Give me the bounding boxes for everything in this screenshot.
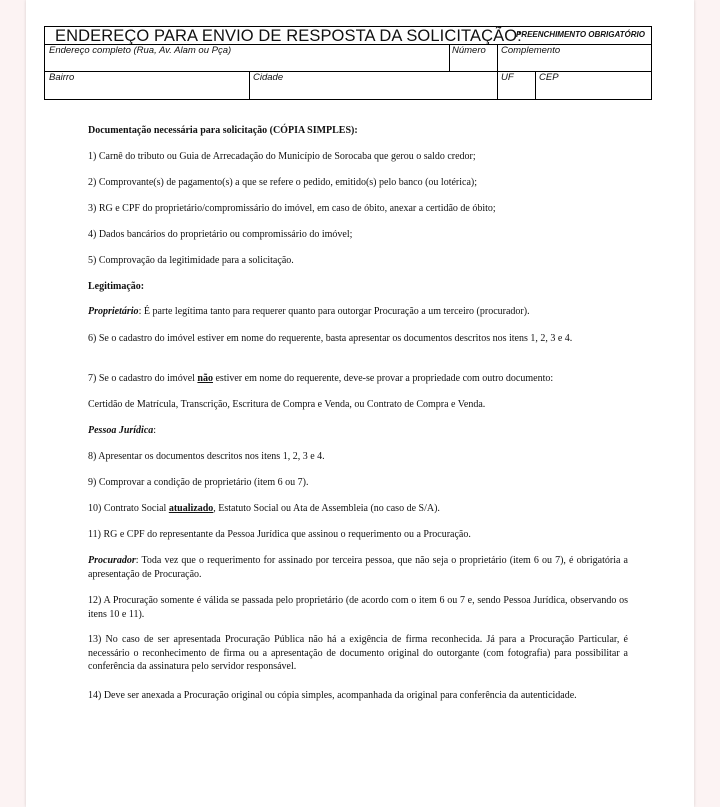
atualizado-emphasis: atualizado — [168, 503, 214, 514]
list-item: 13) No caso de ser apresentada Procuração Pública não há a exigência de firma reconhecida. Já para a Procuração Particular, é necessário o reconhecimento de firma ou a apresentação de documento original do outorgante (com fotografia) para possibilitar a conferência da assinatura pelo servidor responsável. — [88, 634, 628, 672]
divider — [45, 71, 651, 72]
bairro-field[interactable]: Bairro — [49, 72, 75, 83]
item10-text: , Estatuto Social ou Ata de Assembleia (no caso de S/A). — [213, 503, 440, 514]
list-item: 9) Comprovar a condição de proprietário (item 6 ou 7). — [88, 477, 309, 488]
procurador-text: : Toda vez que o requerimento for assinado por terceira pessoa, que não seja o proprietário (item 6 ou 7), é obrigatória a apresentação de Procuração. — [88, 555, 628, 580]
pessoa-juridica-heading — [88, 424, 628, 438]
procurador-paragraph — [88, 554, 628, 581]
proprietario-label: Proprietário — [88, 306, 139, 317]
proprietario-text: : É parte legítima tanto para requerer quanto para outorgar Procuração a um terceiro (procurador). — [138, 306, 530, 317]
numero-field[interactable]: Número — [452, 45, 486, 56]
divider — [497, 44, 498, 99]
list-item: 1) Carnê do tributo ou Guia de Arrecadação do Município de Sorocaba que gerou o saldo credor; — [88, 151, 476, 162]
endereco-field[interactable]: Endereço completo (Rua, Av. Alam ou Pça) — [49, 45, 232, 56]
pj-label: Pessoa Jurídica — [88, 425, 154, 436]
pj-colon: : — [153, 425, 157, 436]
list-item: 12) A Procuração somente é válida se passada pelo proprietário (de acordo com o item 6 ou 7 e, sendo Pessoa Jurídica, observando os itens 10 e 11). — [88, 595, 628, 620]
uf-field[interactable]: UF — [501, 72, 514, 83]
cep-field[interactable]: CEP — [539, 72, 559, 83]
documentation-heading: Documentação necessária para solicitação (CÓPIA SIMPLES): — [88, 125, 358, 136]
divider — [535, 71, 536, 99]
address-form — [44, 26, 652, 100]
list-item — [88, 372, 628, 386]
form-title: ENDEREÇO PARA ENVIO DE RESPOSTA DA SOLICITAÇÃO: — [55, 27, 522, 45]
required-note: PREENCHIMENTO OBRIGATÓRIO — [515, 30, 645, 39]
nao-emphasis: não — [197, 373, 213, 384]
divider — [249, 71, 250, 99]
list-item: 6) Se o cadastro do imóvel estiver em nome do requerente, basta apresentar os documentos descritos nos itens 1, 2, 3 e 4. — [88, 333, 573, 344]
list-item: 8) Apresentar os documentos descritos nos itens 1, 2, 3 e 4. — [88, 451, 325, 462]
proprietario-paragraph — [88, 305, 628, 319]
complemento-field[interactable]: Complemento — [501, 45, 561, 56]
item7-text: estiver em nome do requerente, deve-se provar a propriedade com outro documento: — [212, 373, 554, 384]
certidao-paragraph: Certidão de Matrícula, Transcrição, Escritura de Compra e Venda, ou Contrato de Compra e Venda. — [88, 399, 486, 410]
item7-text: 7) Se o cadastro do imóvel — [88, 373, 198, 384]
list-item: 3) RG e CPF do proprietário/compromissário do imóvel, em caso de óbito, anexar a certidão de óbito; — [88, 203, 496, 214]
list-item: 5) Comprovação da legitimidade para a solicitação. — [88, 255, 294, 266]
list-item: 4) Dados bancários do proprietário ou compromissário do imóvel; — [88, 229, 353, 240]
cidade-field[interactable]: Cidade — [253, 72, 284, 83]
list-item: 11) RG e CPF do representante da Pessoa Jurídica que assinou o requerimento ou a Procuração. — [88, 529, 471, 540]
divider — [449, 44, 450, 71]
list-item: 14) Deve ser anexada a Procuração original ou cópia simples, acompanhada da original para conferência da autenticidade. — [88, 690, 577, 701]
procurador-label: Procurador — [88, 555, 136, 566]
item10-text: 10) Contrato Social — [88, 503, 169, 514]
legitimacao-heading: Legitimação: — [88, 281, 145, 292]
list-item — [88, 502, 628, 516]
list-item: 2) Comprovante(s) de pagamento(s) a que se refere o pedido, emitido(s) pelo banco (ou lotérica); — [88, 177, 478, 188]
